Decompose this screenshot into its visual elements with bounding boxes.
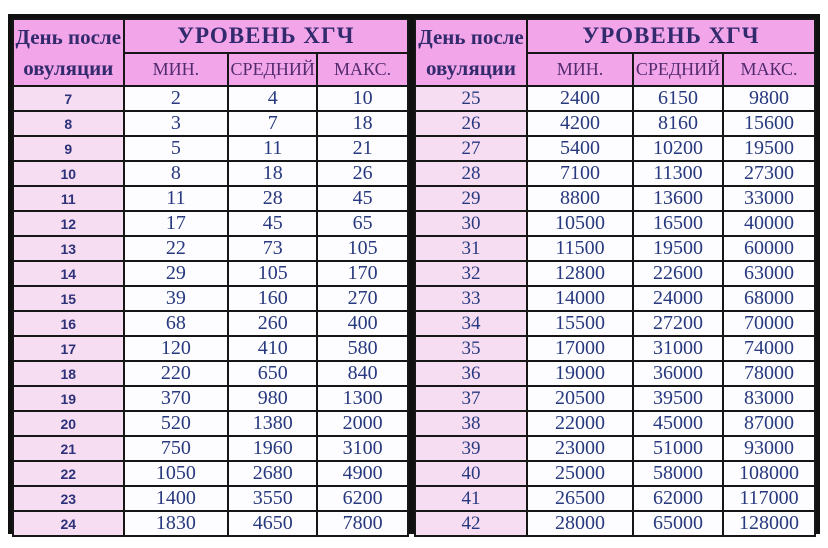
table-row [415, 261, 815, 286]
value-cell: 68 [124, 311, 229, 336]
day-cell: 12 [13, 211, 124, 236]
day-header-line1: День после [15, 25, 122, 50]
day-cell: 38 [415, 411, 527, 436]
value-cell: 3 [124, 111, 229, 136]
value-cell: 11300 [633, 161, 723, 186]
table-row [13, 411, 408, 436]
day-cell: 40 [415, 461, 527, 486]
value-cell: 60000 [723, 236, 815, 261]
table-row [13, 236, 408, 261]
table-row [415, 111, 815, 136]
value-cell: 4650 [228, 511, 317, 536]
value-cell: 22 [124, 236, 229, 261]
value-cell: 68000 [723, 286, 815, 311]
value-cell: 105 [228, 261, 317, 286]
value-cell: 2680 [228, 461, 317, 486]
day-cell: 7 [13, 86, 124, 111]
value-cell: 65 [317, 211, 408, 236]
day-cell: 14 [13, 261, 124, 286]
table-row [13, 161, 408, 186]
table-row [13, 436, 408, 461]
value-cell: 18 [228, 161, 317, 186]
value-cell: 18 [317, 111, 408, 136]
day-cell: 13 [13, 236, 124, 261]
table-row [13, 286, 408, 311]
value-cell: 1960 [228, 436, 317, 461]
day-cell: 24 [13, 511, 124, 536]
value-cell: 87000 [723, 411, 815, 436]
value-cell: 3550 [228, 486, 317, 511]
value-cell: 28000 [527, 511, 633, 536]
value-cell: 74000 [723, 336, 815, 361]
value-cell: 10 [317, 86, 408, 111]
value-cell: 23000 [527, 436, 633, 461]
table-row [415, 161, 815, 186]
table-row [13, 86, 408, 111]
value-cell: 6150 [633, 86, 723, 111]
table-row [13, 211, 408, 236]
value-cell: 20500 [527, 386, 633, 411]
value-cell: 65000 [633, 511, 723, 536]
value-cell: 45000 [633, 411, 723, 436]
min-column-header: МИН. [124, 53, 229, 86]
value-cell: 13600 [633, 186, 723, 211]
value-cell: 19500 [723, 136, 815, 161]
hcg-table-left-half [12, 18, 414, 534]
hcg-table [8, 14, 820, 534]
table-row [13, 361, 408, 386]
value-cell: 2400 [527, 86, 633, 111]
value-cell: 1400 [124, 486, 229, 511]
value-cell: 83000 [723, 386, 815, 411]
value-cell: 10500 [527, 211, 633, 236]
value-cell: 4200 [527, 111, 633, 136]
day-cell: 37 [415, 386, 527, 411]
value-cell: 7 [228, 111, 317, 136]
value-cell: 400 [317, 311, 408, 336]
day-header-line2: овуляции [425, 55, 517, 80]
table-row [415, 186, 815, 211]
table-row [415, 286, 815, 311]
day-cell: 35 [415, 336, 527, 361]
day-after-ovulation-header [415, 19, 527, 86]
day-cell: 8 [13, 111, 124, 136]
value-cell: 7100 [527, 161, 633, 186]
value-cell: 33000 [723, 186, 815, 211]
day-cell: 32 [415, 261, 527, 286]
value-cell: 6200 [317, 486, 408, 511]
table-row [415, 386, 815, 411]
value-cell: 19500 [633, 236, 723, 261]
value-cell: 980 [228, 386, 317, 411]
day-cell: 20 [13, 411, 124, 436]
value-cell: 750 [124, 436, 229, 461]
value-cell: 2 [124, 86, 229, 111]
value-cell: 105 [317, 236, 408, 261]
table-row [415, 511, 815, 536]
table-row [13, 111, 408, 136]
value-cell: 270 [317, 286, 408, 311]
day-cell: 23 [13, 486, 124, 511]
day-cell: 29 [415, 186, 527, 211]
value-cell: 8800 [527, 186, 633, 211]
hcg-level-group-header: УРОВЕНЬ ХГЧ [124, 19, 408, 53]
value-cell: 63000 [723, 261, 815, 286]
value-cell: 160 [228, 286, 317, 311]
table-row [13, 336, 408, 361]
table-header [415, 19, 815, 86]
value-cell: 27200 [633, 311, 723, 336]
day-cell: 17 [13, 336, 124, 361]
value-cell: 12800 [527, 261, 633, 286]
value-cell: 4900 [317, 461, 408, 486]
value-cell: 11500 [527, 236, 633, 261]
value-cell: 8160 [633, 111, 723, 136]
day-header-line1: День после [418, 25, 524, 50]
day-cell: 36 [415, 361, 527, 386]
value-cell: 8 [124, 161, 229, 186]
value-cell: 24000 [633, 286, 723, 311]
value-cell: 1380 [228, 411, 317, 436]
table-row [13, 461, 408, 486]
table-body-days-7-24 [13, 86, 408, 536]
day-cell: 30 [415, 211, 527, 236]
value-cell: 21 [317, 136, 408, 161]
day-header-line2: овуляции [23, 55, 114, 80]
day-cell: 19 [13, 386, 124, 411]
table-row [13, 261, 408, 286]
value-cell: 840 [317, 361, 408, 386]
value-cell: 410 [228, 336, 317, 361]
value-cell: 1050 [124, 461, 229, 486]
value-cell: 10200 [633, 136, 723, 161]
day-cell: 41 [415, 486, 527, 511]
value-cell: 117000 [723, 486, 815, 511]
day-cell: 15 [13, 286, 124, 311]
value-cell: 1830 [124, 511, 229, 536]
table-row [415, 461, 815, 486]
day-cell: 34 [415, 311, 527, 336]
day-cell: 10 [13, 161, 124, 186]
value-cell: 93000 [723, 436, 815, 461]
day-cell: 21 [13, 436, 124, 461]
value-cell: 5 [124, 136, 229, 161]
value-cell: 45 [228, 211, 317, 236]
table-row [415, 311, 815, 336]
value-cell: 650 [228, 361, 317, 386]
value-cell: 260 [228, 311, 317, 336]
day-cell: 28 [415, 161, 527, 186]
day-cell: 9 [13, 136, 124, 161]
table-row [415, 86, 815, 111]
max-column-header: МАКС. [723, 53, 815, 86]
value-cell: 36000 [633, 361, 723, 386]
value-cell: 520 [124, 411, 229, 436]
value-cell: 2000 [317, 411, 408, 436]
value-cell: 17 [124, 211, 229, 236]
day-cell: 31 [415, 236, 527, 261]
value-cell: 4 [228, 86, 317, 111]
value-cell: 19000 [527, 361, 633, 386]
day-cell: 39 [415, 436, 527, 461]
table-row [13, 311, 408, 336]
value-cell: 78000 [723, 361, 815, 386]
value-cell: 45 [317, 186, 408, 211]
value-cell: 22000 [527, 411, 633, 436]
value-cell: 29 [124, 261, 229, 286]
table-body-days-25-42 [415, 86, 815, 536]
day-cell: 11 [13, 186, 124, 211]
day-cell: 26 [415, 111, 527, 136]
value-cell: 220 [124, 361, 229, 386]
value-cell: 31000 [633, 336, 723, 361]
value-cell: 58000 [633, 461, 723, 486]
value-cell: 17000 [527, 336, 633, 361]
day-cell: 25 [415, 86, 527, 111]
value-cell: 26500 [527, 486, 633, 511]
day-cell: 42 [415, 511, 527, 536]
value-cell: 5400 [527, 136, 633, 161]
value-cell: 9800 [723, 86, 815, 111]
min-column-header: МИН. [527, 53, 633, 86]
hcg-table-left [12, 18, 409, 537]
value-cell: 1300 [317, 386, 408, 411]
value-cell: 25000 [527, 461, 633, 486]
value-cell: 27300 [723, 161, 815, 186]
table-header [13, 19, 408, 86]
hcg-table-right [414, 18, 816, 537]
value-cell: 15600 [723, 111, 815, 136]
value-cell: 73 [228, 236, 317, 261]
day-cell: 33 [415, 286, 527, 311]
value-cell: 11 [124, 186, 229, 211]
table-row [415, 436, 815, 461]
value-cell: 70000 [723, 311, 815, 336]
value-cell: 108000 [723, 461, 815, 486]
table-row [415, 411, 815, 436]
table-row [415, 211, 815, 236]
table-row [415, 361, 815, 386]
hcg-level-group-header: УРОВЕНЬ ХГЧ [527, 19, 815, 53]
table-row [415, 336, 815, 361]
table-row [415, 236, 815, 261]
value-cell: 170 [317, 261, 408, 286]
table-row [13, 136, 408, 161]
table-row [13, 186, 408, 211]
value-cell: 120 [124, 336, 229, 361]
table-row [13, 486, 408, 511]
table-row [415, 136, 815, 161]
value-cell: 26 [317, 161, 408, 186]
value-cell: 370 [124, 386, 229, 411]
value-cell: 39 [124, 286, 229, 311]
value-cell: 40000 [723, 211, 815, 236]
avg-column-header: СРЕДНИЙ [228, 53, 317, 86]
day-cell: 27 [415, 136, 527, 161]
value-cell: 14000 [527, 286, 633, 311]
value-cell: 28 [228, 186, 317, 211]
hcg-table-right-half [414, 18, 816, 534]
value-cell: 15500 [527, 311, 633, 336]
max-column-header: МАКС. [317, 53, 408, 86]
day-after-ovulation-header [13, 19, 124, 86]
value-cell: 51000 [633, 436, 723, 461]
value-cell: 62000 [633, 486, 723, 511]
avg-column-header: СРЕДНИЙ [633, 53, 723, 86]
day-cell: 22 [13, 461, 124, 486]
table-row [415, 486, 815, 511]
value-cell: 39500 [633, 386, 723, 411]
day-cell: 16 [13, 311, 124, 336]
value-cell: 7800 [317, 511, 408, 536]
value-cell: 16500 [633, 211, 723, 236]
value-cell: 3100 [317, 436, 408, 461]
value-cell: 22600 [633, 261, 723, 286]
value-cell: 580 [317, 336, 408, 361]
value-cell: 128000 [723, 511, 815, 536]
day-cell: 18 [13, 361, 124, 386]
value-cell: 11 [228, 136, 317, 161]
table-row [13, 511, 408, 536]
table-row [13, 386, 408, 411]
